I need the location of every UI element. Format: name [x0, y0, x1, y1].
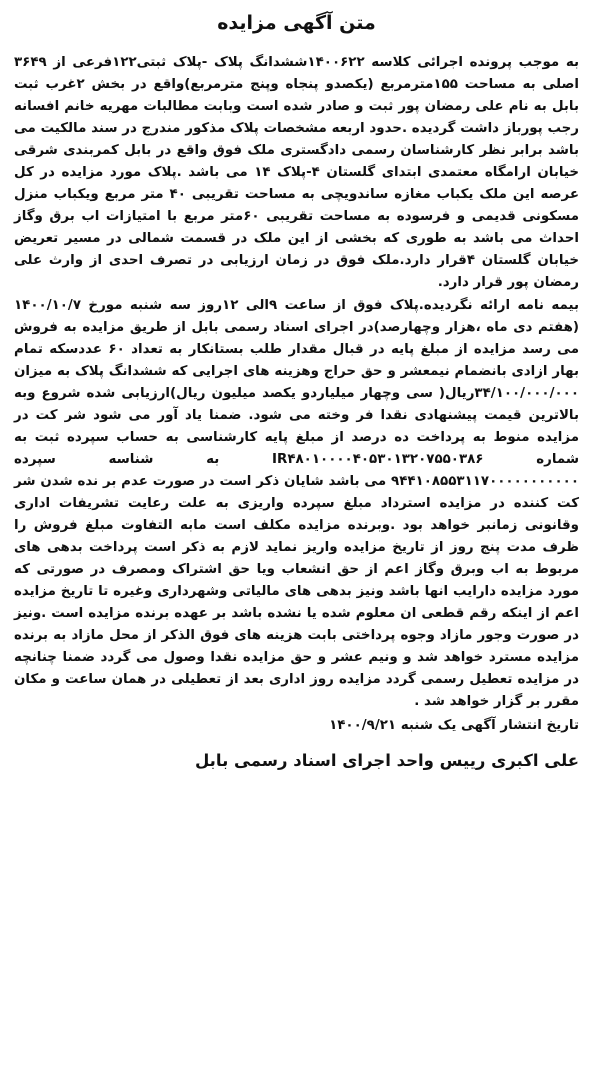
- notice-paragraph-property: به موجب پرونده اجرائی کلاسه ۱۴۰۰۶۲۲ششدانگ پلاک -پلاک ثبتی۱۲۲فرعی از ۳۶۴۹ اصلی به مساحت ۱۵۵مترمربع (یکصدو پنجاه وپنج مترمربع)واقع در بخش ۲غرب ثبت بابل به نام علی رمضان پور ثبت و صادر شده است وبابت مطالبات مهریه خانم افسانه رجب پورباز داشت گردیده .حدود اربعه مشخصات پلاک مذکور مندرج در سند مالکیت می باشد برابر نظر کارشناسان رسمی دادگستری ملک فوق واقع در بابل کمربندی شرقی خیابان ارامگاه معتمدی ابتدای گلستان ۴-پلاک ۱۴ می باشد .پلاک مورد مزایده در کل عرصه این ملک یکباب مغازه ساندویچی به مساحت تقریبی ۴۰ متر مربع ویکباب منزل مسکونی قدیمی و فرسوده به مساحت تقریبی ۶۰متر مربع با امتیازات اب برق وگاز احداث می باشد به طوری که بخشی از این ملک در قسمت شمالی در مسیر تعریض خیابان گلستان ۴قرار دارد.ملک فوق در زمان ارزیابی در تصرف احدی از وارث علی رمضان پور قرار دارد.: [14, 55, 580, 291]
- notice-paragraph-auction-terms: بیمه نامه ارائه نگردیده.پلاک فوق از ساعت ۹الی ۱۲روز سه شنبه مورخ ۱۴۰۰/۱۰/۷ (هفتم دی ماه ،هزار وچهارصد)در اجرای اسناد رسمی بابل از طریق مزایده به فروش می رسد مزایده از مبلغ پایه در قبال مقدار طلب بستانکار به تعداد ۶۰ عددسکه تمام بهار ازادی بانضمام نیمعشر و حق حراج وهزینه های اجرایی که ششدانگ پلاک به میزان ۳۴/۱۰۰/۰۰۰/۰۰۰ریال( سی وچهار میلیاردو یکصد میلیون ریال)ارزیابی شده شروع وبه بالاترین قیمت پیشنهادی نقدا فر وخته می شود. ضمنا یاد آور می شود شر کت در مزایده منوط به پرداخت ده درصد از مبلغ پایه کارشناسی به حساب سپرده ثبت به شماره IR۴۸۰۱۰۰۰۰۴۰۵۳۰۱۳۲۰۷۵۵۰۳۸۶ به شناسه سپرده ۹۴۴۱۰۸۵۵۳۱۱۷۰۰۰۰۰۰۰۰۰۰۰ می باشد شایان ذکر است در صورت عدم بر نده شدن شر کت کننده در مزایده استرداد مبلغ سپرده واریزی به علت رعایت تشریفات اداری وقانونی زمانبر خواهد بود .وبرنده مزایده مکلف است مابه التفاوت مبلغ فروش را ظرف مدت پنج روز از تاریخ مزایده واریز نماید لازم به ذکر است پرداخت بدهی های مربوط به اب وبرق وگاز اعم از حق انشعاب ویا حق اشتراک ومصرف در صورتی که مورد مزایده دارایب انها باشد ونیز بدهی های مالیاتی وشهرداری وغیره تا تاریخ مزایده اعم از اینکه رقم قطعی ان معلوم شده یا نشده باشد بر عهده برنده مزایده است .ونیز در صورت وجور مازاد وجوه پرداختی بابت هزینه های فوق الذکر از محل مازاد به برنده مزایده مسترد خواهد شد و ونیم عشر و حق مزایده نقدا وصول می گردد ضمنا چنانچه در مزایده تعطیل رسمی گردد مزایده روز اداری بعد از تعطیلی در همان ساعت و مکان مقرر بر گزار خواهد شد .: [14, 297, 579, 710]
- notice-title: متن آگهی مزایده: [217, 12, 376, 34]
- notice-body: [14, 52, 579, 713]
- publication-date: تاریخ انتشار آگهی یک شنبه ۱۴۰۰/۹/۲۱: [329, 718, 579, 734]
- signature: علی اکبری رییس واحد اجرای اسناد رسمی بابل: [194, 751, 579, 771]
- auction-notice: [14, 6, 579, 1056]
